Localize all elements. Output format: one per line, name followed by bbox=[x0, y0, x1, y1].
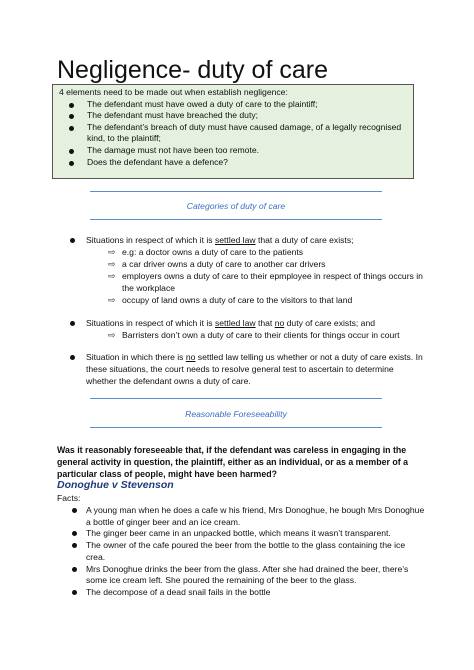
list-item: Does the defendant have a defence? bbox=[59, 157, 407, 169]
facts-list bbox=[86, 505, 426, 599]
case-title: Donoghue v Stevenson bbox=[57, 479, 174, 491]
text: that a duty of care exists; bbox=[255, 235, 354, 245]
text: Situations in respect of which it is bbox=[86, 235, 215, 245]
list-item: The ginger beer came in an unpacked bottle, which means it wasn’t transparent. bbox=[86, 528, 426, 540]
divider bbox=[90, 191, 382, 192]
divider bbox=[90, 398, 382, 399]
divider bbox=[90, 219, 382, 220]
underlined-text: settled law bbox=[214, 235, 256, 245]
bullet-icon bbox=[70, 355, 75, 360]
bullet-icon bbox=[70, 321, 75, 326]
list-item: The defendant must have breached the duty; bbox=[59, 110, 407, 122]
list-item: A young man when he does a cafe w his friend, Mrs Donoghue, he bough Mrs Donoghue a bottle of ginger beer and an ice cream. bbox=[86, 505, 426, 528]
bullet-icon bbox=[72, 531, 77, 536]
elements-list bbox=[59, 99, 407, 169]
situation-unsettled: Situation in which there is no settled law telling us whether or not a duty of care exists. In these situations, the court needs to resolve general test to ascertain to determine whether the defendant owns a duty of care. bbox=[86, 351, 426, 387]
arrow-icon: ⇨ bbox=[108, 330, 116, 340]
arrow-icon: ⇨ bbox=[108, 247, 116, 257]
bullet-icon bbox=[72, 590, 77, 595]
list-item: ⇨ a car driver owns a duty of care to another car drivers bbox=[108, 259, 326, 269]
bullet-icon bbox=[70, 238, 75, 243]
list-item: ⇨ occupy of land owns a duty of care to the visitors to that land bbox=[108, 295, 353, 305]
arrow-icon: ⇨ bbox=[108, 271, 116, 281]
bullet-icon bbox=[72, 567, 77, 572]
list-item: The decompose of a dead snail fails in the bottle bbox=[86, 587, 426, 599]
list-item: The damage must not have been too remote. bbox=[59, 145, 407, 157]
list-item: ⇨ employers owns a duty of care to their epmployee in respect of things occurs in the workplace bbox=[108, 271, 423, 293]
list-item: The defendant must have owed a duty of care to the plaintiff; bbox=[59, 99, 407, 111]
arrow-icon: ⇨ bbox=[108, 295, 116, 305]
list-item: ⇨ Barristers don’t own a duty of care to their clients for things occur in court bbox=[108, 330, 400, 340]
divider bbox=[90, 427, 382, 428]
arrow-icon: ⇨ bbox=[108, 259, 116, 269]
categories-heading: Categories of duty of care bbox=[186, 201, 286, 211]
situation-no-duty: Situations in respect of which it is settled law that no duty of care exists; and ⇨ Barristers don’t own a duty of care to their clients for things occur in court bbox=[86, 317, 431, 341]
bullet-icon bbox=[72, 543, 77, 548]
foreseeability-question: Was it reasonably foreseeable that, if the defendant was careless in engaging in the general activity in question, the plaintiff, either as an individual, or as a member of a particular class of people, might have been harmed? bbox=[57, 445, 408, 479]
list-item: The owner of the cafe poured the beer from the bottle to the glass containing the ice crea. bbox=[86, 540, 426, 563]
elements-box bbox=[52, 84, 414, 179]
list-item: The defendant’s breach of duty must have caused damage, of a legally recognised kind, to the plaintiff; bbox=[59, 122, 407, 145]
foreseeability-heading: Reasonable Foreseeability bbox=[185, 409, 287, 419]
situation-settled-duty bbox=[86, 234, 431, 306]
elements-heading: 4 elements need to be made out when establish negligence: bbox=[59, 87, 288, 97]
list-item: ⇨ e.g: a doctor owns a duty of care to the patients bbox=[108, 247, 304, 257]
list-item: Mrs Donoghue drinks the beer from the glass. After she had drained the beer, there’s some ice cream left. She poured the remaining of the beer to the glass. bbox=[86, 564, 426, 587]
page-title: Negligence- duty of care bbox=[57, 56, 328, 84]
facts-label: Facts: bbox=[57, 493, 81, 503]
bullet-icon bbox=[72, 508, 77, 513]
